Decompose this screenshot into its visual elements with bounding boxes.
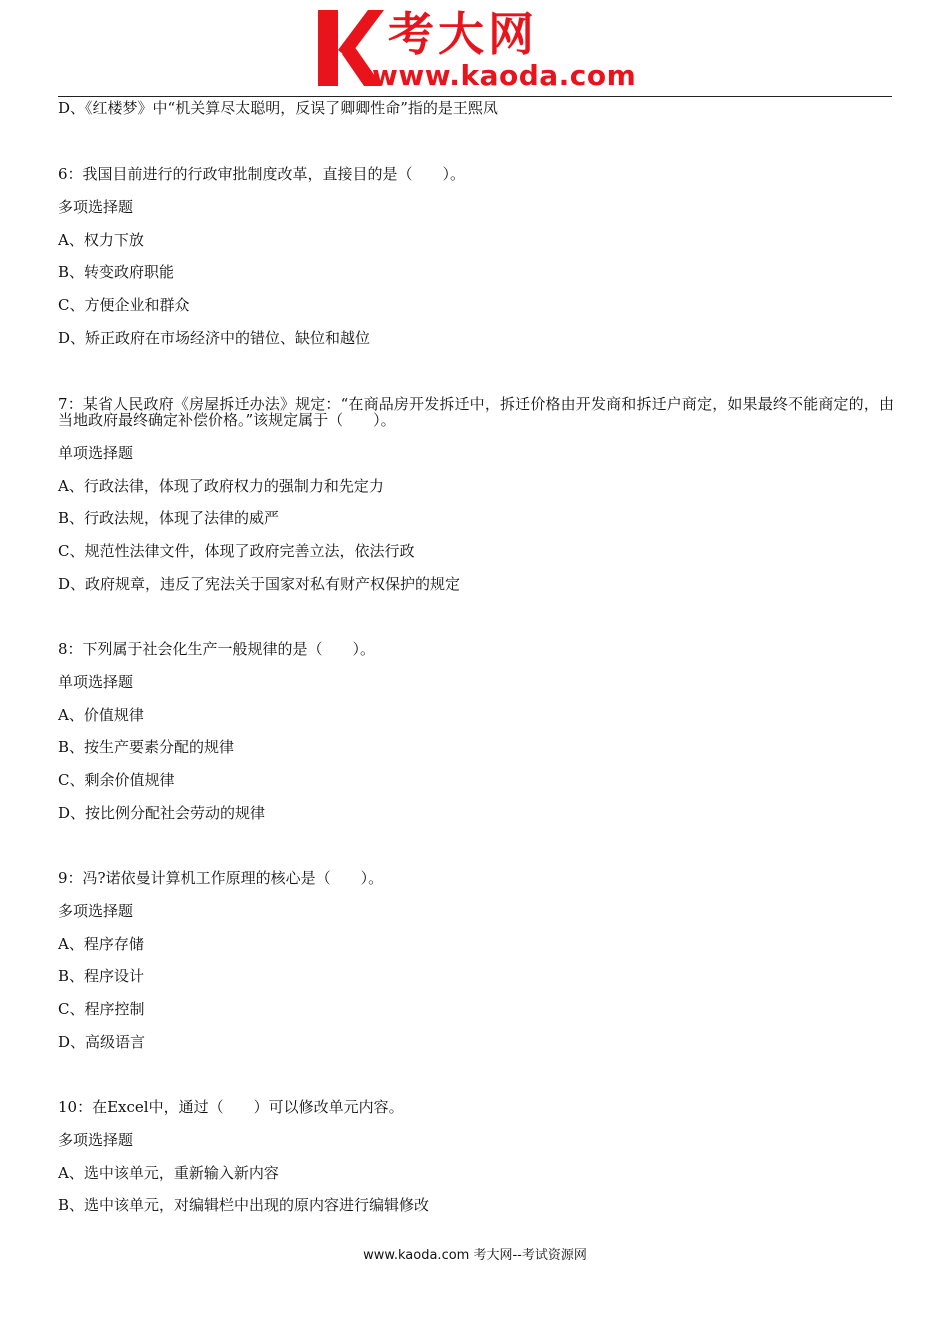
q9-option-d: D、高级语言 — [58, 1033, 146, 1051]
q8-option-d: D、按比例分配社会劳动的规律 — [58, 804, 266, 822]
q8-option-c: C、剩余价值规律 — [58, 771, 175, 789]
kaoda-logo — [318, 8, 648, 94]
q8-type: 单项选择题 — [58, 673, 134, 691]
q7-option-a: A、行政法律，体现了政府权力的强制力和先定力 — [58, 477, 384, 495]
q10-type: 多项选择题 — [58, 1131, 134, 1149]
page-header — [0, 0, 950, 98]
q6-option-d: D、矫正政府在市场经济中的错位、缺位和越位 — [58, 329, 371, 347]
q9-question: 9：冯?诺依曼计算机工作原理的核心是（ ）。 — [58, 869, 384, 887]
q10-option-a: A、选中该单元，重新输入新内容 — [58, 1164, 279, 1182]
q7-option-c: C、规范性法律文件，体现了政府完善立法，依法行政 — [58, 542, 415, 560]
q6-type: 多项选择题 — [58, 198, 134, 216]
q9-option-b: B、程序设计 — [58, 967, 145, 985]
q8-question: 8：下列属于社会化生产一般规律的是（ ）。 — [58, 640, 376, 658]
q7-question: 7：某省人民政府《房屋拆迁办法》规定：“在商品房开发拆迁中，拆迁价格由开发商和拆迁户商定，如果最终不能商定的，由当地政府最终确定补偿价格。”该规定属于（ ）。 — [58, 395, 894, 429]
q9-option-c: C、程序控制 — [58, 1000, 145, 1018]
q6-option-b: B、转变政府职能 — [58, 263, 175, 281]
q6-option-a: A、权力下放 — [58, 231, 144, 249]
header-divider — [58, 96, 892, 97]
q10-option-b: B、选中该单元，对编辑栏中出现的原内容进行编辑修改 — [58, 1196, 430, 1214]
q9-type: 多项选择题 — [58, 902, 134, 920]
q5-option-d: D、《红楼梦》中“机关算尽太聪明，反误了卿卿性命”指的是王熙凤 — [58, 99, 498, 117]
q8-option-b: B、按生产要素分配的规律 — [58, 738, 235, 756]
q10-question: 10：在Excel中，通过（ ）可以修改单元内容。 — [58, 1098, 404, 1116]
page-footer: www.kaoda.com 考大网--考试资源网 — [363, 1248, 587, 1263]
q7-option-b: B、行政法规，体现了法律的威严 — [58, 509, 280, 527]
q8-option-a: A、价值规律 — [58, 706, 144, 724]
logo-title: 考大网 — [388, 7, 538, 61]
q7-option-d: D、政府规章，违反了宪法关于国家对私有财产权保护的规定 — [58, 575, 461, 593]
q9-option-a: A、程序存储 — [58, 935, 144, 953]
q6-question: 6：我国目前进行的行政审批制度改革，直接目的是（ ）。 — [58, 165, 466, 183]
q7-type: 单项选择题 — [58, 444, 134, 462]
logo-url: www.kaoda.com — [372, 59, 637, 92]
q6-option-c: C、方便企业和群众 — [58, 296, 190, 314]
